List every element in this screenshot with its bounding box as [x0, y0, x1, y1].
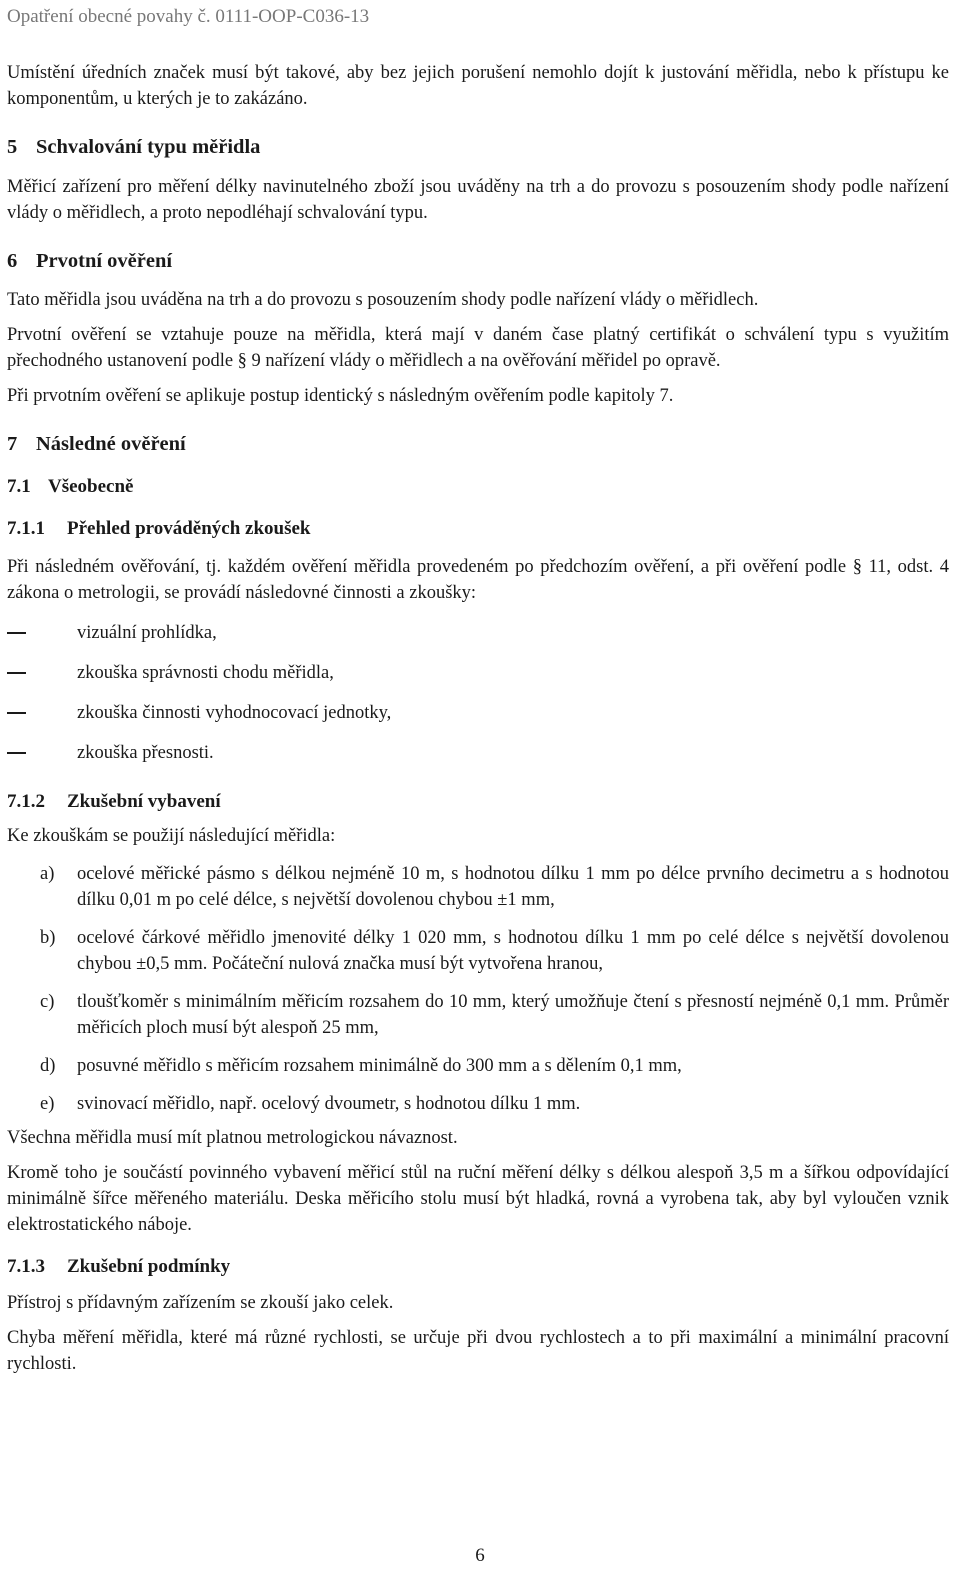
list-marker: a): [40, 864, 55, 884]
section-7-1-3-paragraph-1: Přístroj s přídavným zařízením se zkouší jako celek.: [7, 1293, 394, 1313]
intro-paragraph: Umístění úředních značek musí být takové, aby bez jejich porušení nemohlo dojít k justování měřidla, nebo k přístupu ke komponentům, u kterých je to zakázáno.: [7, 63, 949, 109]
section-6-heading: [7, 247, 949, 275]
section-7-1-1-text: Při následném ověřování, tj. každém ověření měřidla provedeném po předchozím ověření, a při ověření podle § 11, odst. 4 zákona o metrologii, se provádí následovné činnosti a zkoušky:: [7, 557, 949, 603]
section-7-1-heading: [7, 474, 949, 500]
list-item: e) svinovací měřidlo, např. ocelový dvoumetr, s hodnotou dílku 1 mm.: [7, 1091, 949, 1117]
section-title: Zkušební podmínky: [67, 1256, 231, 1277]
dash-bullet: [7, 752, 26, 754]
section-7-1-2-intro: Ke zkouškám se použijí následující měřidla:: [7, 826, 336, 846]
section-title: Zkušební vybavení: [67, 791, 221, 812]
section-6-paragraph-2: Prvotní ověření se vztahuje pouze na měřidla, která mají v daném čase platný certifikát o schválení typu s využitím přechodného ustanovení podle § 9 nařízení vlády o měřidlech a na ověřování měřidel po opravě.: [7, 325, 949, 371]
section-7-1-2-paragraph-2: Kromě toho je součástí povinného vybavení měřicí stůl na ruční měření délky s délkou alespoň 3,5 m a šířkou odpovídající minimálně šířce měřeného materiálu. Deska měřicího stolu musí být hladká, rovná a vyrobena tak, aby byl vyloučen vznik elektrostatického náboje.: [7, 1163, 949, 1235]
section-6-paragraph-1: Tato měřidla jsou uváděna na trh a do provozu s posouzením shody podle nařízení vlády o měřidlech.: [7, 290, 759, 310]
test-list: [7, 620, 949, 780]
section-5-text: Měřicí zařízení pro měření délky navinutelného zboží jsou uváděny na trh a do provozu s posouzením shody podle nařízení vlády o měřidlech, a proto nepodléhají schvalování typu.: [7, 177, 949, 223]
section-title: Schvalování typu měřidla: [36, 136, 261, 158]
section-title: Všeobecně: [48, 476, 134, 497]
section-7-1-2-heading: [7, 789, 949, 815]
section-5-heading: [7, 133, 949, 161]
page-header: Opatření obecné povahy č. 0111-OOP-C036-13: [7, 6, 370, 27]
list-item: d) posuvné měřidlo s měřicím rozsahem minimálně do 300 mm a s dělením 0,1 mm,: [7, 1053, 949, 1079]
dash-bullet: [7, 632, 26, 634]
section-number: 7.1.2: [7, 791, 45, 812]
section-number: 5: [7, 136, 18, 158]
section-7-1-3-paragraph-2: Chyba měření měřidla, které má různé rychlosti, se určuje při dvou rychlostech a to při maximální a minimální pracovní rychlosti.: [7, 1328, 949, 1374]
page-number: 6: [475, 1545, 485, 1566]
equipment-list: [7, 861, 949, 1117]
section-7-1-3-heading: [7, 1254, 949, 1280]
list-item: c) tloušťkoměr s minimálním měřicím rozsahem do 10 mm, který umožňuje čtení s přesností nejméně 0,1 mm. Průměr měřicích ploch musí být alespoň 25 mm,: [7, 989, 949, 1041]
dash-bullet: [7, 672, 26, 674]
list-marker: e): [40, 1094, 55, 1114]
list-marker: b): [40, 928, 56, 948]
section-number: 6: [7, 250, 18, 272]
section-title: Následné ověření: [36, 433, 186, 455]
list-marker: c): [40, 992, 55, 1012]
list-item: b) ocelové čárkové měřidlo jmenovité délky 1 020 mm, s hodnotou dílku 1 mm po celé délce s největší dovolenou chybou ±0,5 mm. Počáteční nulová značka musí být vytvořena hranou,: [7, 925, 949, 977]
section-number: 7.1.3: [7, 1256, 45, 1277]
list-item: zkouška přesnosti.: [7, 740, 949, 780]
section-title: Přehled prováděných zkoušek: [67, 518, 311, 539]
list-item: a) ocelové měřické pásmo s délkou nejméně 10 m, s hodnotou dílku 1 mm po délce prvního decimetru a s hodnotou dílku 0,01 m po celé délce, s největší dovolenou chybou ±1 mm,: [7, 861, 949, 913]
list-item: vizuální prohlídka,: [7, 620, 949, 660]
section-title: Prvotní ověření: [36, 250, 173, 272]
list-item: zkouška správnosti chodu měřidla,: [7, 660, 949, 700]
list-marker: d): [40, 1056, 56, 1076]
section-7-heading: [7, 430, 949, 458]
section-number: 7.1.1: [7, 518, 45, 539]
dash-bullet: [7, 712, 26, 714]
section-number: 7.1: [7, 476, 31, 497]
section-number: 7: [7, 433, 18, 455]
list-item: zkouška činnosti vyhodnocovací jednotky,: [7, 700, 949, 740]
section-7-1-1-heading: [7, 516, 949, 542]
section-7-1-2-paragraph-1: Všechna měřidla musí mít platnou metrologickou návaznost.: [7, 1128, 458, 1148]
document-page: [7, 0, 949, 1377]
section-6-paragraph-3: Při prvotním ověření se aplikuje postup identický s následným ověřením podle kapitoly 7.: [7, 386, 674, 406]
